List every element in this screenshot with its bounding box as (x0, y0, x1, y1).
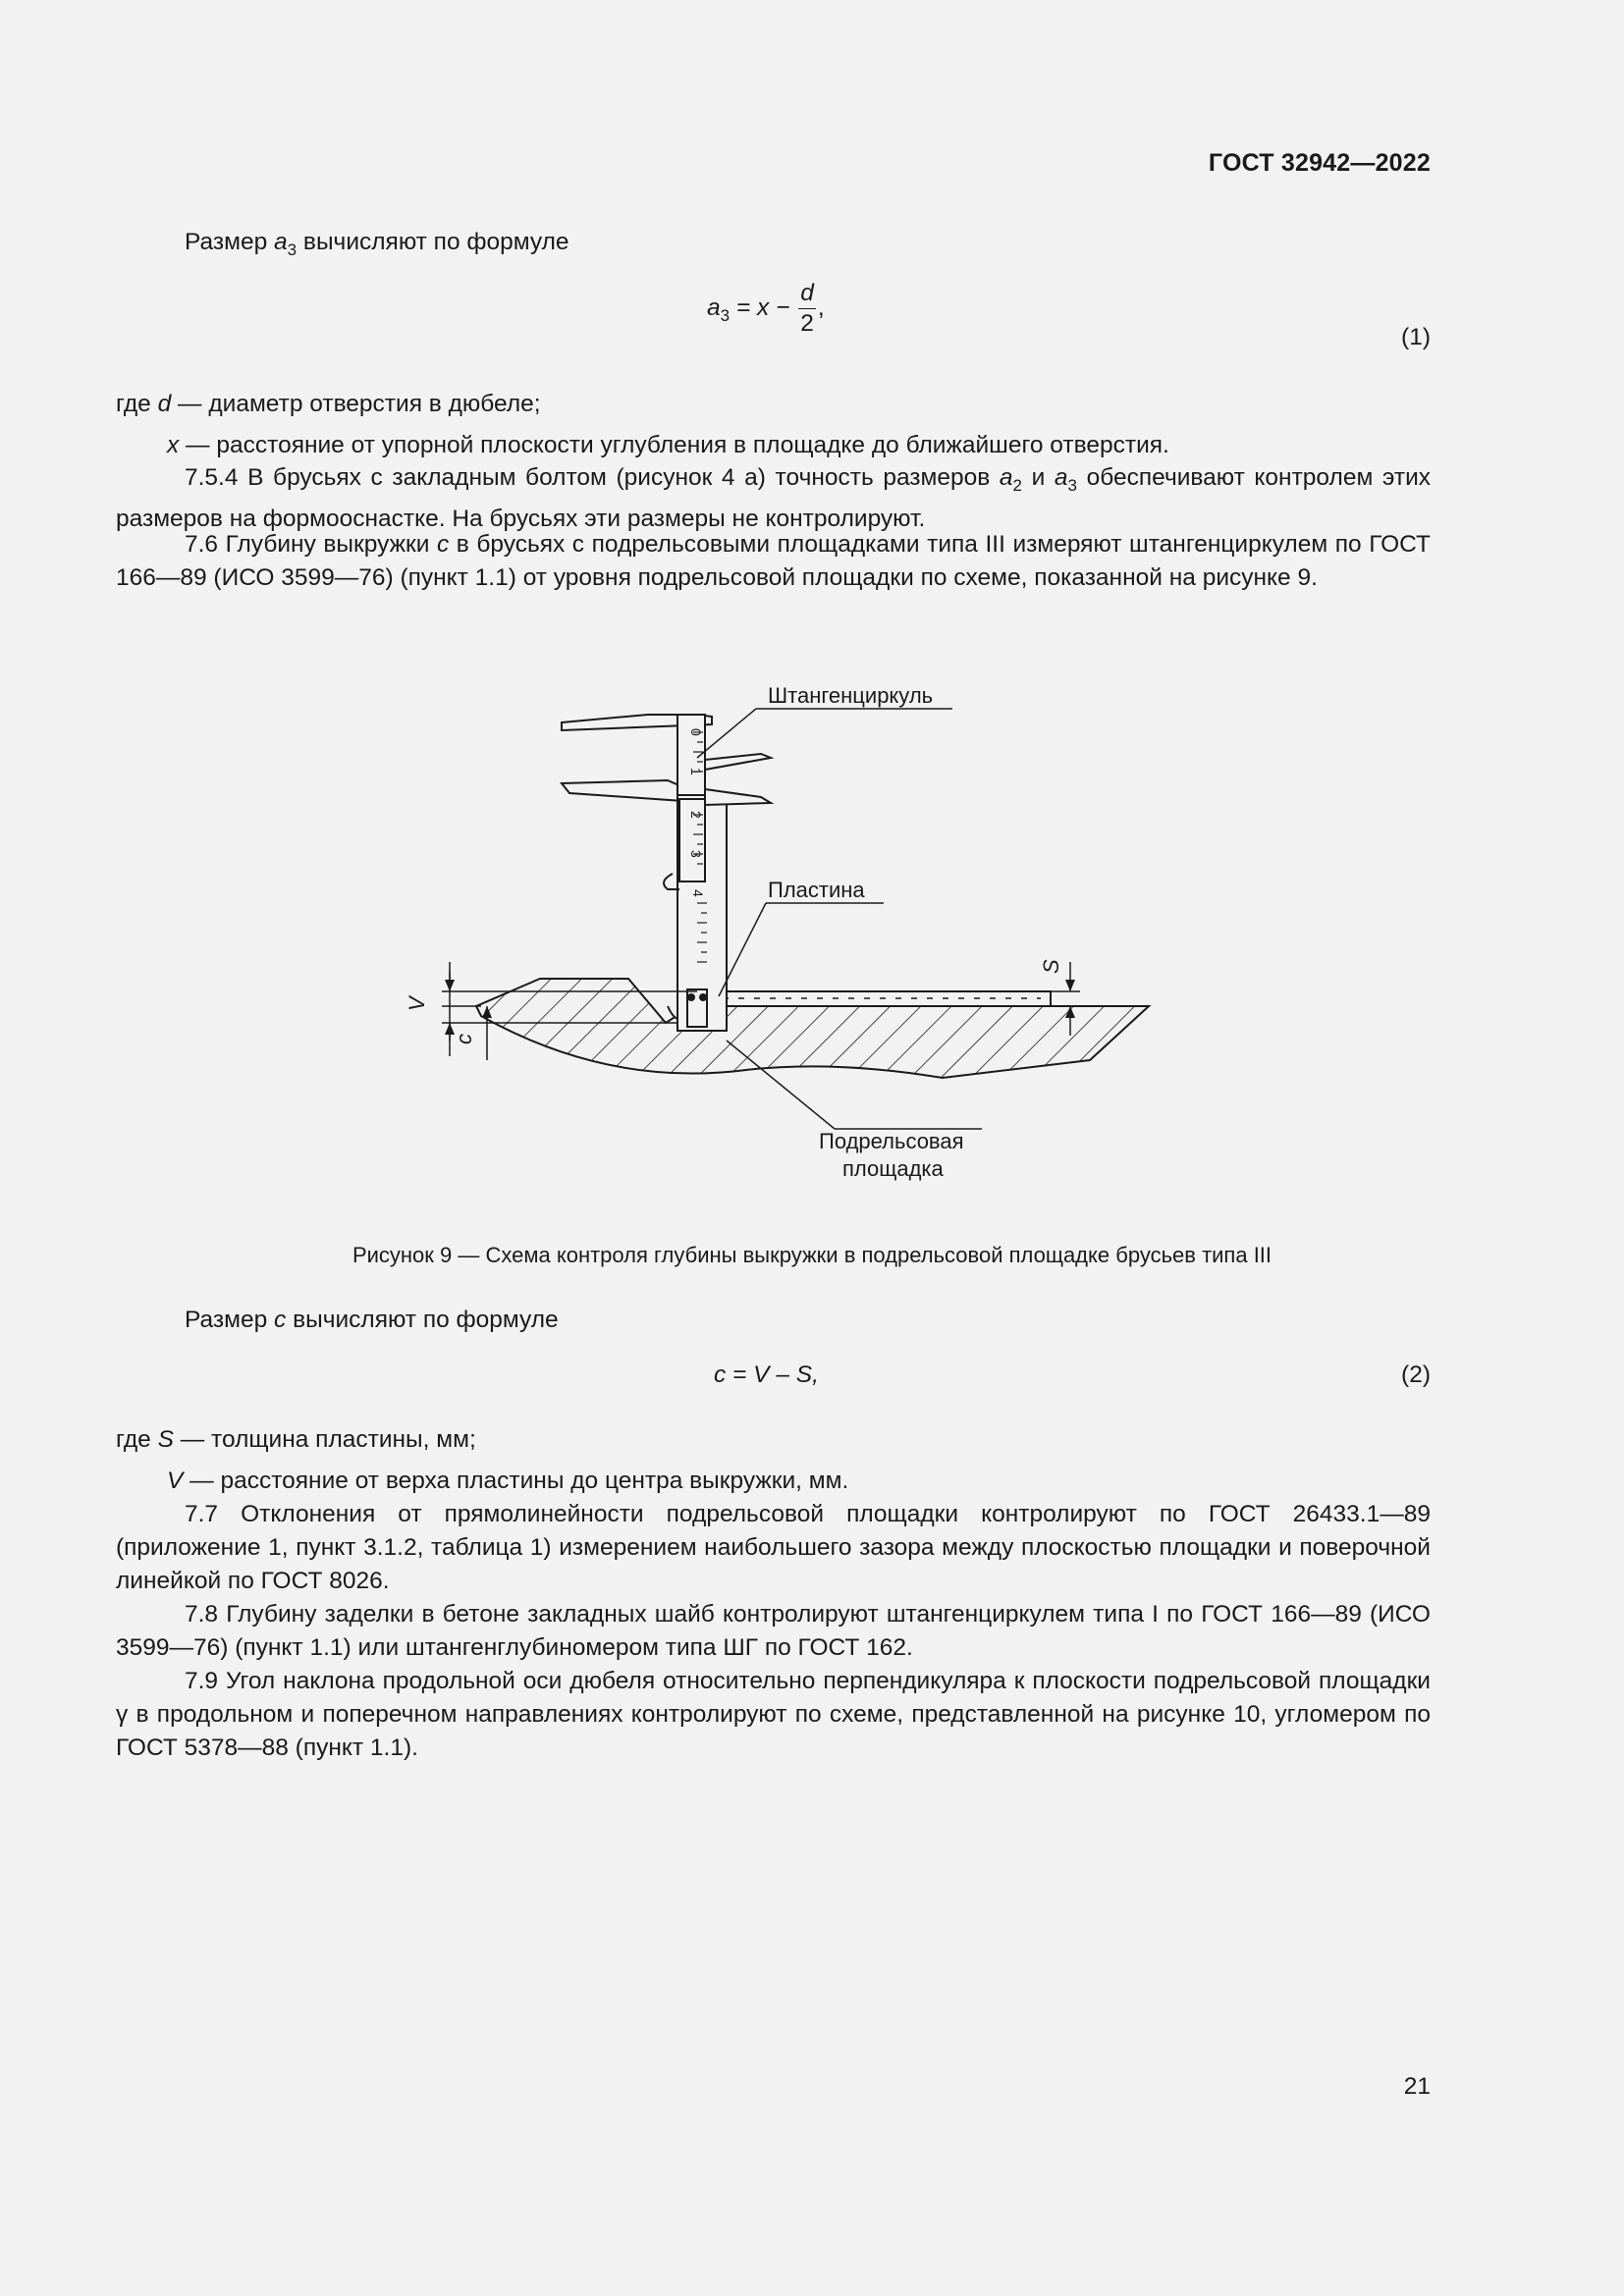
p754-text-a: 7.5.4 В брусьях с закладным болтом (рисунок 4 а) точность размеров (185, 464, 1000, 491)
where-dash: — (179, 432, 217, 458)
formula-2-number: (2) (1401, 1362, 1431, 1388)
where-term: x (167, 432, 180, 458)
p77-text: 7.7 Отклонения от прямолинейности подрельсовой площадки контролируют по ГОСТ 26433.1—89 (приложение 1, пункт 3.1.2, таблица 1) измерением наибольшего зазора между плоскостью площадки и поверочной линейкой по ГОСТ 8026. (116, 1501, 1431, 1594)
dim-label-v: V (405, 996, 429, 1011)
where-term: d (157, 391, 172, 417)
formula-2: c = V – S, (714, 1362, 819, 1388)
where-text: расстояние от верха пластины до центра выкружки, мм. (220, 1468, 849, 1494)
p754-text-b: обеспечивают контролем этих размеров на формооснастке. На брусьях эти размеры не контролируют. (116, 464, 1432, 532)
page-number: 21 (1403, 2073, 1431, 2100)
label-base-1: Подрельсовая (819, 1129, 964, 1153)
scale-tick-2: 2 (688, 811, 704, 819)
dim-label-s: S (1039, 959, 1063, 974)
paragraph-7-5-4 (116, 461, 1431, 536)
formula-1-numerator: d (798, 279, 816, 309)
where-text: толщина пластины, мм; (211, 1426, 476, 1453)
where-2-item-v (167, 1465, 848, 1498)
intro-a3-var: a (274, 229, 288, 255)
caliper-right-jaw-upper (705, 754, 771, 770)
p76-text-a: 7.6 Глубину выкружки (185, 531, 437, 558)
p754-sub-1: 2 (1012, 475, 1022, 495)
paragraph-7-6 (116, 528, 1431, 595)
dim-label-c: c (452, 1034, 476, 1044)
intro-c-var: c (274, 1307, 287, 1333)
formula-1-fraction (798, 279, 816, 339)
p78-text: 7.8 Глубину заделки в бетоне закладных шайб контролируют штангенциркулем типа I по ГОСТ 166—89 (ИСО 3599—76) (пункт 1.1) или штангенглубиномером типа ШГ по ГОСТ 162. (116, 1601, 1431, 1661)
intro-a3-sub: 3 (287, 240, 298, 259)
where-text: диаметр отверстия в дюбеле; (208, 391, 541, 417)
where-lead: где (116, 391, 158, 417)
p754-var-1: a (999, 464, 1013, 491)
formula-1-denominator: 2 (800, 310, 814, 337)
paragraph-7-8 (116, 1598, 1431, 1665)
formula-1-middle: = x − (730, 294, 797, 321)
p76-var: c (436, 531, 450, 558)
p76-text-b: в брусьях с подрельсовыми площадками типа III измеряют штангенциркулем по ГОСТ 166—89 (ИСО 3599—76) (пункт 1.1) от уровня подрельсовой площадки по схеме, показанной на рисунке 9. (116, 531, 1431, 591)
formula-1-tail: , (817, 294, 825, 321)
where-dash: — (173, 1426, 212, 1453)
p754-mid: и (1022, 464, 1055, 491)
intro-a3-prefix: Размер (185, 229, 275, 255)
label-plate: Пластина (768, 878, 865, 902)
scale-tick-0: 0 (688, 728, 704, 736)
label-base-2: площадка (842, 1156, 944, 1181)
formula-1-number: (1) (1401, 324, 1431, 350)
document-code-header: ГОСТ 32942—2022 (1208, 149, 1431, 177)
intro-c (185, 1304, 559, 1337)
where-term: V (167, 1468, 184, 1494)
paragraph-7-7 (116, 1498, 1431, 1598)
intro-a3-suffix: вычисляют по формуле (297, 229, 569, 255)
figure-9-caption: Рисунок 9 — Схема контроля глубины выкружки в подрельсовой площадке брусьев типа III (352, 1243, 1272, 1267)
caliper-right-jaw-lower (705, 789, 771, 805)
where-1-item-d (116, 388, 541, 421)
formula-1-lhs-sub: 3 (720, 305, 731, 325)
p754-sub-2: 3 (1067, 475, 1078, 495)
where-2-item-s (116, 1423, 476, 1457)
p79-text: 7.9 Угол наклона продольной оси дюбеля относительно перпендикуляра к плоскости подрельсовой площадки γ в продольном и поперечном направлениях контролируют по схеме, представленной на рисунке 10, угломером по ГОСТ 5378—88 (пункт 1.1). (116, 1668, 1431, 1761)
intro-a3 (185, 226, 569, 267)
label-caliper: Штангенциркуль (768, 683, 934, 708)
where-lead: где (116, 1426, 158, 1453)
p754-var-2: a (1054, 464, 1068, 491)
plate (697, 991, 1051, 1006)
formula-1 (707, 279, 825, 339)
scale-tick-4: 4 (690, 889, 706, 897)
paragraph-7-9 (116, 1665, 1431, 1765)
where-1-item-x (167, 429, 1169, 462)
figure-9-diagram (373, 667, 1178, 1198)
formula-1-lhs-var: a (707, 294, 721, 321)
scale-tick-1: 1 (688, 768, 704, 775)
where-dash: — (183, 1468, 221, 1494)
where-dash: — (171, 391, 209, 417)
scale-tick-3: 3 (688, 850, 704, 858)
where-text: расстояние от упорной плоскости углубления в площадке до ближайшего отверстия. (216, 432, 1169, 458)
where-term: S (157, 1426, 174, 1453)
intro-c-prefix: Размер (185, 1307, 275, 1333)
intro-c-suffix: вычисляют по формуле (286, 1307, 559, 1333)
